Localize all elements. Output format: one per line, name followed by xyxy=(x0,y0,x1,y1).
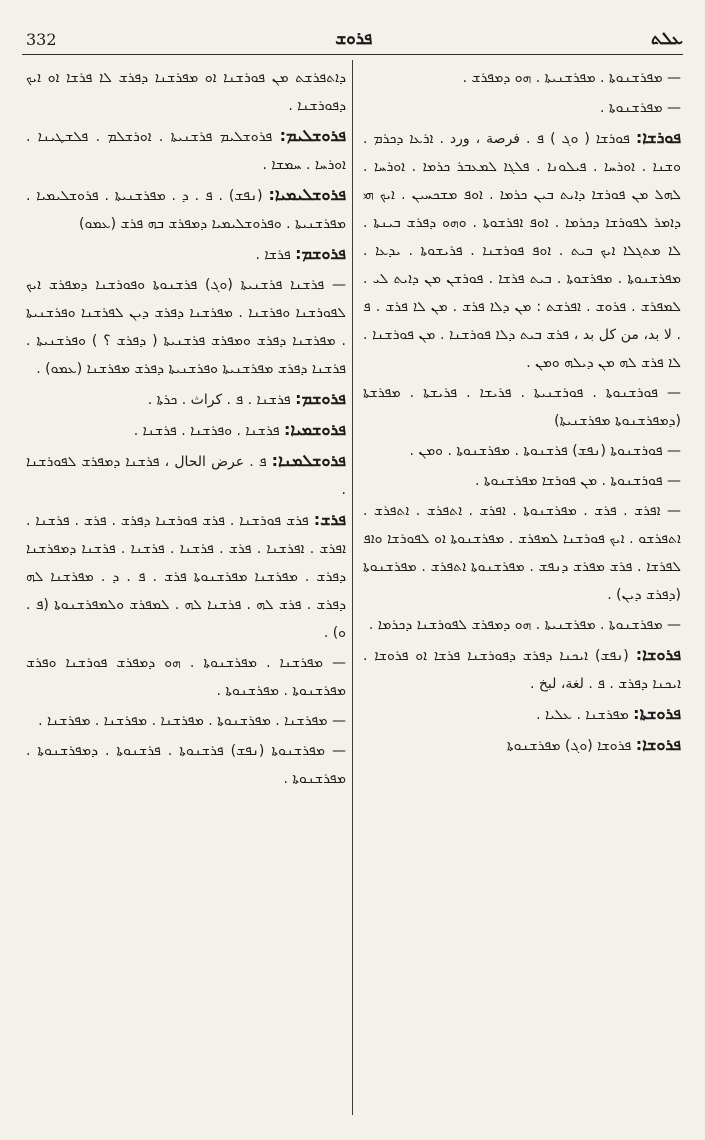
dictionary-entry xyxy=(26,447,346,504)
dictionary-entry xyxy=(26,122,346,179)
entry-text: ܦܪܫܢܐ . ܘܦܪܫܢܐ . ܦܪܫܢܐ . xyxy=(133,423,280,439)
entry-text: — ܡܦܪܫܢܘܬܐ . ܡܦܪܫܢܝܬܐ . ܗܘ ܕܡܦܪܫ ܠܦܘܪܫܢܐ ܕܟܪܡܐ . xyxy=(368,617,681,633)
left-column xyxy=(26,64,346,1124)
entry-text: ܕܐܬܦܪܫܬ ܡܢ ܦܘܪܫܢܐ ܐܘ ܡܦܪܫܢܐ ܕܦܪܫ ܠܐ ܦܪܫܐ ܐܘ ܐܝܟ ܕܦܘܪܫܢܐ . xyxy=(26,70,346,114)
dictionary-entry xyxy=(363,64,681,92)
entry-text: ܦܪܫܢܐ . ܦ . كراث . ܟܪܬܐ . xyxy=(147,392,291,408)
entry-text: — ܦܘܪܫܢܘܬܐ . ܡܢ ܦܘܪܫܐ ܡܦܪܫܢܘܬܐ . xyxy=(474,473,681,489)
dictionary-entry xyxy=(26,416,346,445)
entry-text: — ܐܦܪܫ . ܦܪܫ . ܡܦܪܫܢܘܬܐ . ܐܦܪܫ . ܐܬܦܪܫ . ܐܬܦܪܫ . ܐܬܦܪܫܘ . ܐܝܟ ܦܘܪܫܢܐ ܠܡܦܪܫ . ܡܦܪܫܢܘܬܐ ܐܘ ܠܦܘܪܫܐ ܘܐܦ ܠܦܪܫܐ . ܦܪܫ ܡܦܪܫ ܕܢܦܫ . ܡܦܪܫܢܘܬܐ ܐܬܦܪܫ . ܡܦܪܫܢܘܬܐ (ܕܦܪܫ ܕܝܢ) . xyxy=(363,503,681,603)
entry-headword: ܦܪܘܫܬܐ: xyxy=(633,704,681,723)
dictionary-entry xyxy=(363,124,681,377)
entry-text: — ܦܘܪܫܢܘܬܐ (ܢܦܫ) ܦܪܫܢܘܬܐ . ܡܦܪܫܢܘܬܐ . ܘܡܢ . xyxy=(409,443,681,459)
running-headword: ܦܪܘܫ xyxy=(335,29,373,49)
entry-text: ܦܘܪܫܐ ( ܘܓ ) ܦ . فرصة ، ورد . ܐܪܥܐ ܕܟܪܡ . ܘܫܢܐ . ܐܘܪܚܐ . ܦܝܠܘܢܐ . ܦܠܓܐ ܠܡܥܒܪ ܟܪܡܐ . ܐܘܪܚܐ . ܠܗܠ ܡܢ ܦܘܪܫܐ ܕܐܝܬ ܒܝܢ ܟܪܡܐ . ܐܘܦ ܡܫܟܚܝܢ . ܐܝܟ ܗܝ ܕܐܡܪ ܠܦܘܪܫܐ ܕܟܪܡܐ . ܐܘܦ ܐܦܪܫܘܬܐ . ܘܗܘ ܕܦܪܫ ܒܝܢܬܐ . ܠܐ ܡܬܓܠܐ ܐܝܟ ܒܝܬ . ܐܘܦ ܦܘܪܫܢܐ . ܦܪܝܫܘܬܐ . ܝܕܥܐ . ܡܦܪܫܢܘܬܐ . ܡܦܪܫܘܬܐ . ܒܝܬ ܦܪܫܐ . ܦܘܪܫܢ ܡܢ ܕܐܝܬ ܠܝ . ܠܡܦܪܫ . ܦܪܘܫ . ܐܦܪܫܬ : ܡܢ ܕܠܐ ܦܪܫ . ܡܢ ܠܐ ܦܪܫ . ܦ . لا بد، من كل بد ، ܦܪܫ ܒܝܬ ܕܠܐ ܦܘܪܫܢܐ . ܡܢ ܦܘܪܫܢܐ . ܠܐ ܦܪܫ ܠܗ ܡܢ ܕܝܠܗ ܘܡܢ . xyxy=(363,131,681,371)
dictionary-entry xyxy=(363,700,681,729)
dictionary-entry xyxy=(363,611,681,639)
entry-text: ܦܪܘܫܠܝܡ ܦܪܫܢܝܬܐ . ܐܘܪܫܠܡ . ܦܠܫܛܝܢܐ . ܐܘܪܚܐ . ܚܡܫܐ . xyxy=(26,129,346,173)
dictionary-entry xyxy=(363,731,681,760)
entry-text: ܦܪܫ ܦܘܪܫܢܐ . ܦܪܫ ܦܘܪܫܢܐ ܕܦܪܫ . ܦܪܫ . ܦܪܫܢܐ . ܐܦܪܫ . ܐܦܪܫܢܐ . ܦܪܫ . ܦܪܫܢܐ . ܦܪܫܢܐ . ܦܪܫܢܐ ܕܡܦܪܫܢܐ ܕܦܪܫ . ܡܦܪܫܢܐ ܡܦܪܫܢܘܬܐ ܦܪܫ . ܦ . ܕ . ܡܦܪܫܢܐ ܠܗ ܕܦܪܫ . ܦܪܫ ܠܗ . ܦܪܫܢܐ ܠܗ . ܠܡܦܪܫ ܘܠܡܦܪܫܢܘܬܐ (ܦ . ܘ) . xyxy=(26,513,346,641)
entry-headword: ܦܪܘܫܠܝܡ: xyxy=(279,126,346,145)
page-number: 332 xyxy=(26,29,57,49)
entry-headword: ܦܪܫ: xyxy=(313,510,346,529)
right-column xyxy=(363,64,681,1124)
entry-text: — ܡܦܪܫܢܘܬܐ . xyxy=(600,100,681,116)
entry-text: — ܡܦܪܫܢܐ . ܡܦܪܫܢܘܬܐ . ܡܦܪܫܢܐ . ܡܦܪܫܢܐ . ܡܦܪܫܢܐ . xyxy=(38,713,346,729)
entry-headword: ܦܪܘܫܡ: xyxy=(295,389,346,408)
entry-text: (ܢܦܫ) . ܦ . ܕ . ܡܦܪܫܢܝܬܐ . ܦܪܘܫܠܝܡܝܐ . ܡܦܪܫܢܝܬܐ . ܘܦܪܘܫܠܝܡܝܐ ܕܡܦܪܫ ܒܗ ܦܪܫ (ܥܡܘ) xyxy=(26,188,346,232)
entry-text: ܦܪܘܫܐ (ܘܓ) ܡܦܪܫܢܘܬܐ xyxy=(506,738,632,754)
entry-text: ܦ . عرض الحال ، ܦܪܫܢܐ ܕܡܦܪܫ ܠܦܘܪܫܢܐ . xyxy=(26,454,346,498)
entry-text: (ܢܦܫ) ܐܝܟܢܐ ܕܦܪܫ ܕܦܘܪܫܢܐ ܦܪܫܐ ܐܘ ܦܪܘܫܐ . ܐܝܟܢܐ ܕܦܪܫ . ܦ . لغة، لبخ . xyxy=(363,648,681,692)
entry-headword: ܦܪܘܫܐ: xyxy=(635,645,681,664)
dictionary-entry xyxy=(26,385,346,414)
dictionary-entry xyxy=(363,379,681,435)
dictionary-entry xyxy=(26,181,346,238)
column-divider xyxy=(352,60,353,1115)
dictionary-entry xyxy=(363,467,681,495)
entry-headword: ܦܪܘܫܡ: xyxy=(295,244,346,263)
entry-headword: ܦܪܘܫܐ: xyxy=(635,735,681,754)
entry-text: — ܡܦܪܫܢܘܬܐ (ܢܦܫ) ܦܪܫܢܘܬܐ . ܦܪܫܢܘܬܐ . ܕܡܦܪܫܢܘܬܐ . ܡܦܪܫܢܘܬܐ . xyxy=(26,743,346,787)
entry-text: ܦܪܫܐ . xyxy=(255,247,291,263)
entry-text: ܡܦܪܫܢܐ . ܥܠܝܐ . xyxy=(536,707,629,723)
dictionary-entry xyxy=(26,707,346,735)
dictionary-entry xyxy=(26,271,346,383)
entry-text: — ܦܘܪܫܢܘܬܐ . ܦܘܪܫܢܝܬܐ . ܦܪܝܫܐ . ܦܪܝܫܬܐ . ܡܦܪܫܬܐ (ܕܡܦܪܫܢܘܬܐ ܡܦܪܫܢܝܬܐ) xyxy=(363,385,681,429)
dictionary-entry xyxy=(26,64,346,120)
dictionary-entry xyxy=(26,737,346,793)
entry-headword: ܦܪܘܫܠܡܢܐ: xyxy=(271,451,346,470)
dictionary-entry xyxy=(363,641,681,698)
entry-text: — ܡܦܪܫܢܘܬܐ . ܡܦܪܫܢܝܬܐ . ܗܘ ܕܡܦܪܫ . xyxy=(462,70,681,86)
dictionary-entry xyxy=(363,437,681,465)
entry-headword: ܦܘܪܫܐ: xyxy=(635,128,681,147)
page-header xyxy=(26,26,683,52)
dictionary-entry xyxy=(363,497,681,609)
entry-headword: ܦܪܘܫܡܝܐ: xyxy=(284,420,346,439)
header-rule xyxy=(22,54,683,55)
dictionary-entry xyxy=(26,506,346,647)
dictionary-entry xyxy=(363,94,681,122)
entry-text: — ܦܪܫܢܐ ܦܪܫܢܝܬܐ (ܘܓ) ܦܪܫܢܘܬܐ ܘܦܘܪܫܢܐ ܕܡܦܪܫ ܐܝܟ ܠܦܘܪܫܢܐ ܘܦܪܫܢܐ . ܡܦܪܫܢܐ ܕܦܪܫ ܕܝܢ ܠܦܪܫܢܐ ܘܦܪܫܢܝܬܐ . ܡܦܪܫܢܐ ܕܦܪܫ ܘܡܦܪܫ ܦܪܫܢܝܬܐ ( ܕܦܪܫ ؟ ) ܘܦܪܫܢܝܬܐ . ܦܪܫܢܐ ܕܦܪܫ ܡܦܪܫܢܝܬܐ ܘܦܪܫܢܝܬܐ ܕܦܪܫ ܡܦܪܫܢܐ (ܥܡܘ) . xyxy=(26,277,346,377)
entry-headword: ܦܪܘܫܠܝܡܝܐ: xyxy=(268,185,346,204)
section-word: ܥܠܬ xyxy=(651,29,683,49)
dictionary-entry xyxy=(26,649,346,705)
dictionary-entry xyxy=(26,240,346,269)
entry-text: — ܡܦܪܫܢܐ . ܡܦܪܫܢܘܬܐ . ܗܘ ܕܡܦܪܫ ܦܘܪܫܢܐ ܘܦܪܫ ܡܦܪܫܢܘܬܐ . ܡܦܪܫܢܘܬܐ . xyxy=(26,655,346,699)
